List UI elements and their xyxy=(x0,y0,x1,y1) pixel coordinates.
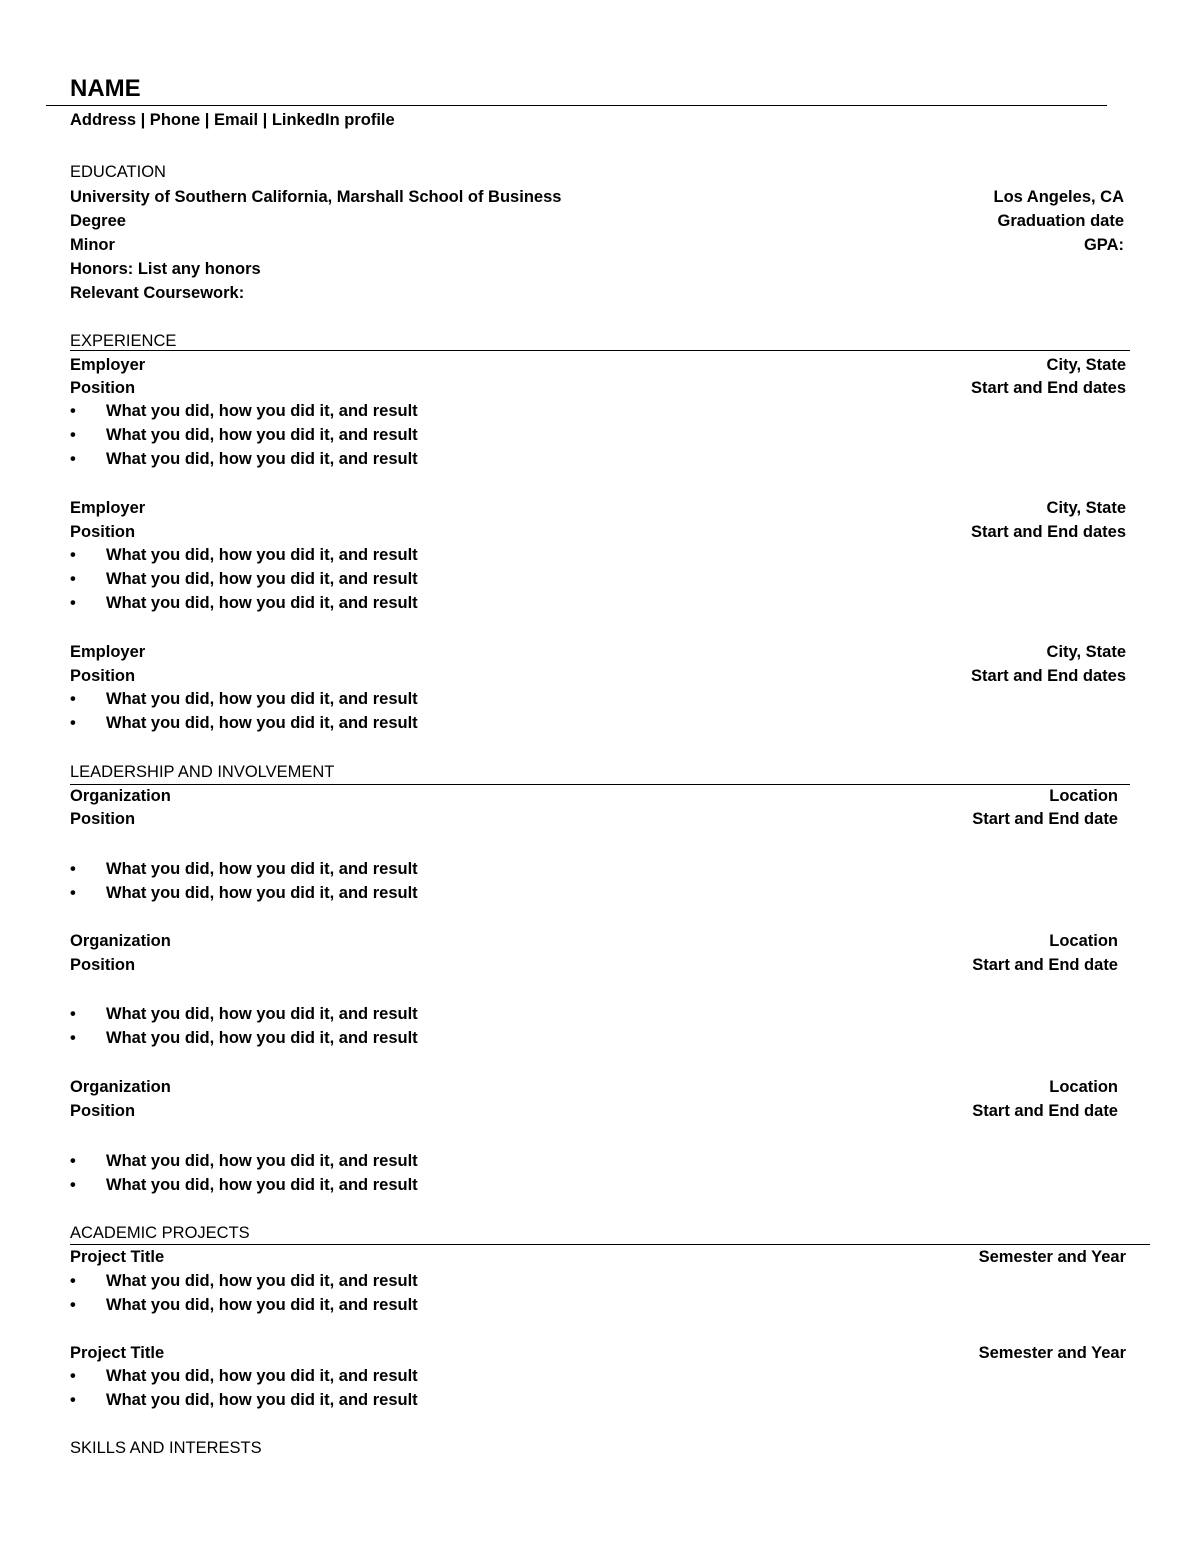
position-title: Position xyxy=(70,810,136,828)
employer-name: Employer xyxy=(70,356,146,374)
header-rule xyxy=(46,105,1107,106)
experience-rule xyxy=(70,350,1130,351)
list-item: •What you did, how you did it, and result xyxy=(70,447,418,471)
list-item: •What you did, how you did it, and result xyxy=(70,1293,418,1317)
degree: Degree xyxy=(70,212,126,230)
bullet-icon xyxy=(70,1002,106,1026)
contact-line: Address | Phone | Email | LinkedIn profile xyxy=(70,111,395,129)
list-item: •What you did, how you did it, and result xyxy=(70,1002,418,1026)
project-term: Semester and Year xyxy=(978,1344,1126,1362)
list-item: •What you did, how you did it, and result xyxy=(70,1269,418,1293)
bullet-icon xyxy=(70,567,106,591)
list-item: •What you did, how you did it, and result xyxy=(70,1026,418,1050)
project-title: Project Title xyxy=(70,1248,165,1266)
bullet-icon xyxy=(70,399,106,423)
bullet-icon xyxy=(70,591,106,615)
position-dates: Start and End date xyxy=(972,1102,1118,1120)
list-item: •What you did, how you did it, and result xyxy=(70,1388,418,1412)
project-title: Project Title xyxy=(70,1344,165,1362)
education-heading: EDUCATION xyxy=(70,163,166,181)
leadership-rule xyxy=(70,784,1130,785)
list-item: •What you did, how you did it, and result xyxy=(70,423,418,447)
bullet-icon xyxy=(70,1364,106,1388)
position-title: Position xyxy=(70,667,136,685)
list-item: •What you did, how you did it, and result xyxy=(70,1364,418,1388)
list-item: •What you did, how you did it, and result xyxy=(70,591,418,615)
employer-location: City, State xyxy=(1046,643,1126,661)
graduation-date: Graduation date xyxy=(997,212,1124,230)
position-dates: Start and End dates xyxy=(971,379,1126,397)
honors: Honors: List any honors xyxy=(70,260,261,278)
resume-name: NAME xyxy=(70,75,141,102)
employer-name: Employer xyxy=(70,499,146,517)
position-dates: Start and End date xyxy=(972,810,1118,828)
bullet-icon xyxy=(70,447,106,471)
list-item: •What you did, how you did it, and result xyxy=(70,857,418,881)
list-item: •What you did, how you did it, and result xyxy=(70,1149,418,1173)
bullet-icon xyxy=(70,1269,106,1293)
employer-location: City, State xyxy=(1046,356,1126,374)
position-title: Position xyxy=(70,379,136,397)
list-item: •What you did, how you did it, and result xyxy=(70,399,418,423)
organization-location: Location xyxy=(1049,932,1118,950)
leadership-heading: LEADERSHIP AND INVOLVEMENT xyxy=(70,763,335,781)
coursework: Relevant Coursework: xyxy=(70,284,245,302)
organization-name: Organization xyxy=(70,1078,171,1096)
skills-heading: SKILLS AND INTERESTS xyxy=(70,1439,262,1457)
employer-location: City, State xyxy=(1046,499,1126,517)
position-title: Position xyxy=(70,523,136,541)
bullet-icon xyxy=(70,1293,106,1317)
position-dates: Start and End date xyxy=(972,956,1118,974)
list-item: •What you did, how you did it, and result xyxy=(70,881,418,905)
projects-heading: ACADEMIC PROJECTS xyxy=(70,1224,250,1242)
position-dates: Start and End dates xyxy=(971,667,1126,685)
bullet-icon xyxy=(70,1149,106,1173)
list-item: •What you did, how you did it, and result xyxy=(70,687,418,711)
bullet-icon xyxy=(70,857,106,881)
list-item: •What you did, how you did it, and result xyxy=(70,543,418,567)
position-title: Position xyxy=(70,1102,136,1120)
school-name: University of Southern California, Marshall School of Business xyxy=(70,188,562,206)
bullet-icon xyxy=(70,687,106,711)
list-item: •What you did, how you did it, and result xyxy=(70,711,418,735)
bullet-icon xyxy=(70,1026,106,1050)
minor: Minor xyxy=(70,236,115,254)
bullet-icon xyxy=(70,881,106,905)
bullet-icon xyxy=(70,1388,106,1412)
position-title: Position xyxy=(70,956,136,974)
list-item: •What you did, how you did it, and result xyxy=(70,567,418,591)
gpa: GPA: xyxy=(1083,236,1124,254)
bullet-icon xyxy=(70,543,106,567)
bullet-icon xyxy=(70,1173,106,1197)
organization-name: Organization xyxy=(70,932,171,950)
bullet-icon xyxy=(70,711,106,735)
list-item: •What you did, how you did it, and result xyxy=(70,1173,418,1197)
experience-heading: EXPERIENCE xyxy=(70,332,177,350)
organization-location: Location xyxy=(1049,1078,1118,1096)
organization-name: Organization xyxy=(70,787,171,805)
project-term: Semester and Year xyxy=(978,1248,1126,1266)
bullet-icon xyxy=(70,423,106,447)
position-dates: Start and End dates xyxy=(971,523,1126,541)
school-location: Los Angeles, CA xyxy=(993,188,1124,206)
employer-name: Employer xyxy=(70,643,146,661)
organization-location: Location xyxy=(1049,787,1118,805)
